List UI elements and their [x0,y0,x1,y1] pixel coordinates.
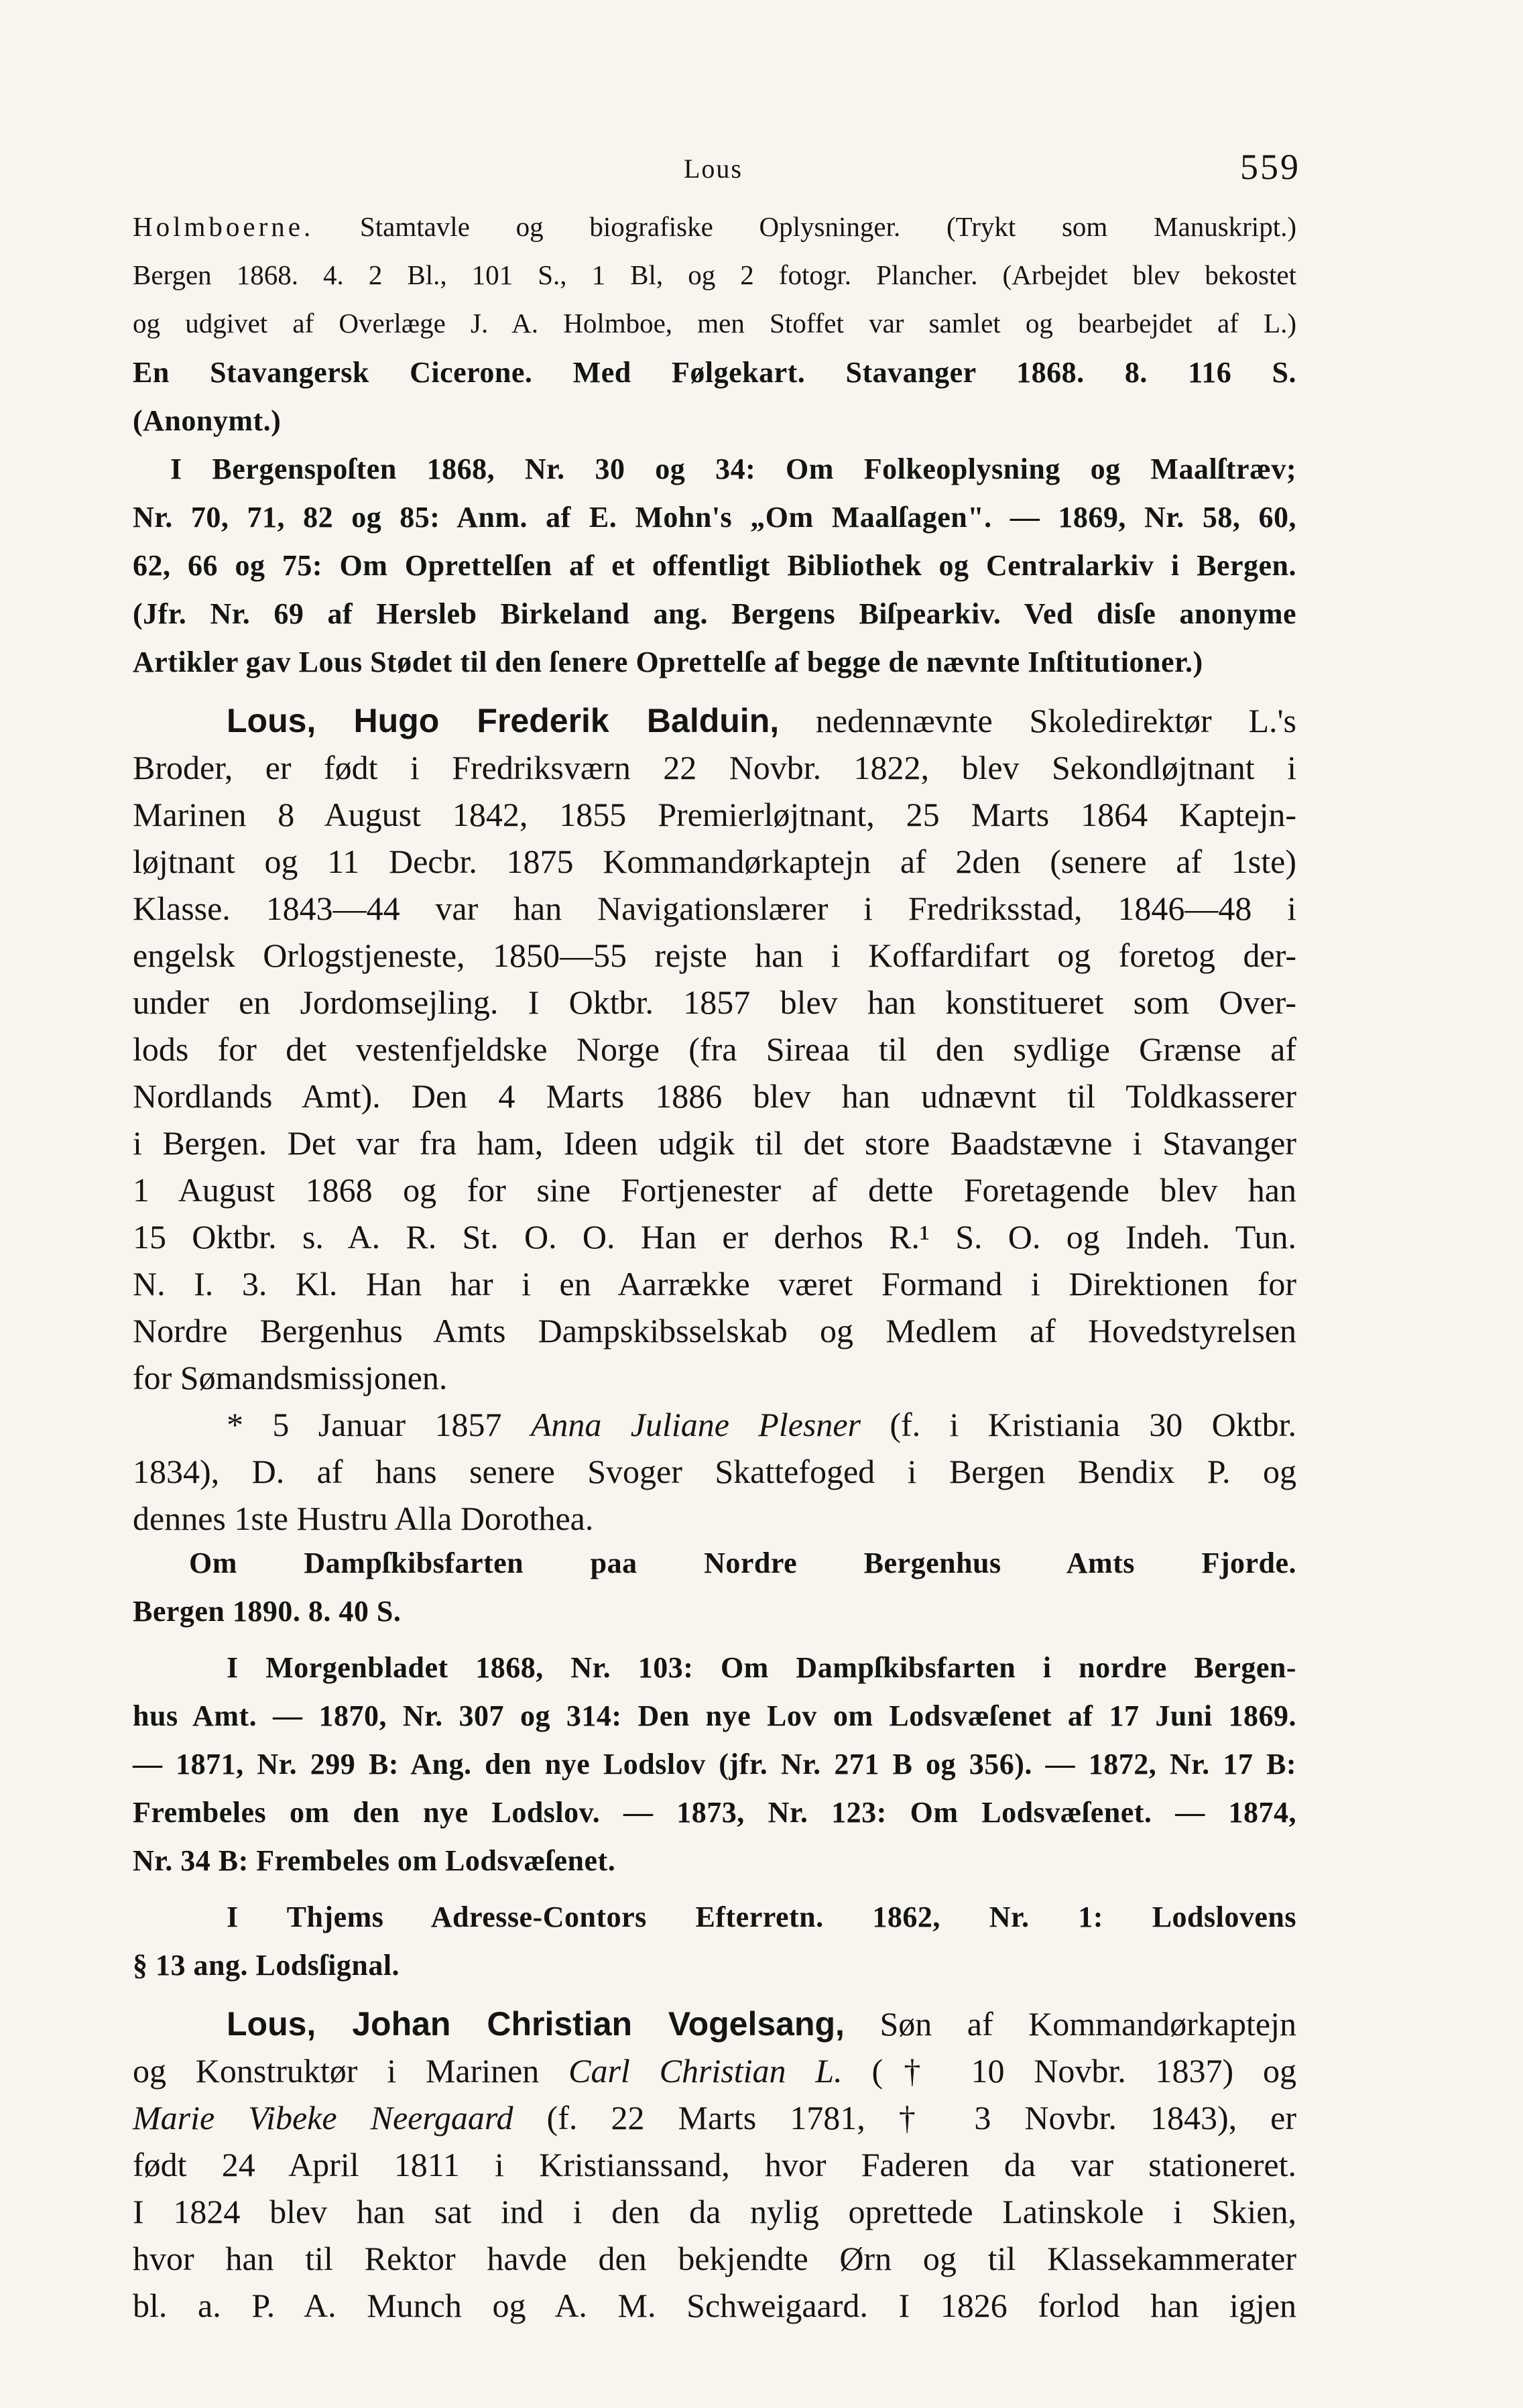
reference-line: hus Amt. — 1870, Nr. 307 og 314: Den nye Lov om Lodsvæſenet af 17 Juni 1869. [133,1699,1296,1732]
reference-block-dampskibsfarten [133,1549,1296,1645]
reference-line: Nr. 34 B: Frembeles om Lodsvæſenet. [133,1844,616,1877]
entry-line: Klasse. 1843—44 var han Navigationslærer i Fredriksstad, 1846—48 i [133,890,1296,927]
entry-line: 1834), D. af hans senere Svoger Skattefoged i Bergen Bendix P. og [133,1453,1296,1490]
reference-line: I Bergenspoſten 1868, Nr. 30 og 34: Om Folkeoplysning og Maalſtræv; [170,453,1296,485]
entry-line: Broder, er født i Fredriksværn 22 Novbr. 1822, blev Sekondløjtnant i [133,749,1296,786]
entry-line: 15 Oktbr. s. A. R. St. O. O. Han er derhos R.¹ S. O. og Indeh. Tun. [133,1218,1296,1256]
reference-block-adresse-contors [133,1903,1296,1999]
reference-line: Bergen 1890. 8. 40 S. [133,1595,402,1628]
reference-block-morgenbladet [133,1653,1296,1894]
entry-line: Marinen 8 August 1842, 1855 Premierløjtnant, 25 Marts 1864 Kaptejn- [133,796,1296,833]
entry-johan-lous [133,2007,1296,2336]
reference-line: I Thjems Adresse-Contors Efterretn. 1862, Nr. 1: Lodslovens [227,1901,1296,1933]
reference-line: Bergen 1868. 4. 2 Bl., 101 S., 1 Bl, og 2 fotogr. Plancher. (Arbejdet blev bekostet [133,259,1296,290]
entry-line: i Bergen. Det var fra ham, Ideen udgik til det store Baadstævne i Stavanger [133,1124,1296,1162]
reference-line: Frembeles om den nye Lodslov. — 1873, Nr. 123: Om Lodsvæſenet. — 1874, [133,1796,1296,1829]
entry-line [133,2101,1296,2148]
father-name: Carl Christian L. [568,2052,843,2090]
entry-line: under en Jordomsejling. I Oktbr. 1857 blev han konstitueret som Over- [133,983,1296,1021]
reference-line: — 1871, Nr. 299 B: Ang. den nye Lodslov (jfr. Nr. 271 B og 356). — 1872, Nr. 17 B: [133,1748,1296,1781]
entry-line: hvor han til Rektor havde den bekjendte Ørn og til Klassekammerater [133,2240,1296,2277]
reference-block-holmboerne [133,213,1296,455]
reference-line [133,213,1296,261]
entry-line: løjtnant og 11 Decbr. 1875 Kommandørkaptejn af 2den (senere af 1ste) [133,843,1296,880]
entry-line: Nordlands Amt). Den 4 Marts 1886 blev han udnævnt til Toldkasserer [133,1077,1296,1115]
reference-line: og udgivet af Overlæge J. A. Holmboe, men Stoffet var samlet og bearbejdet af L.) [133,308,1296,339]
entry-line: for Sømandsmissjonen. [133,1359,448,1396]
entry-text: og Konstruktør i Marinen [133,2052,569,2090]
entry-line [133,2054,1296,2101]
text-column [133,213,1296,2336]
page-header [0,146,1523,200]
entry-line: dennes 1ste Hustru Alla Dorothea. [133,1500,594,1537]
entry-first-line [133,704,1296,751]
mother-name: Marie Vibeke Neergaard [133,2099,513,2136]
reference-line: Artikler gav Lous Stødet til den ſenere Oprettelſe af begge de nævnte Inſtitutioner.) [133,646,1203,678]
entry-line: 1 August 1868 og for sine Fortjenester af dette Foretagende blev han [133,1171,1296,1209]
entry-line: lods for det vestenfjeldske Norge (fra Sireaa til den sydlige Grænse af [133,1030,1296,1068]
reference-line: Nr. 70, 71, 82 og 85: Anm. af E. Mohn's „Om Maalſagen". — 1869, Nr. 58, 60, [133,501,1296,534]
entry-heading: Lous, Hugo Frederik Balduin, [227,702,780,739]
reference-block-bergensposten [133,455,1296,696]
entry-line: født 24 April 1811 i Kristianssand, hvor Faderen da var stationeret. [133,2146,1296,2183]
entry-text: Søn af Kommandørkaptejn [844,2005,1296,2043]
reference-line: § 13 ang. Lodsſignal. [133,1949,400,1982]
entry-line: I 1824 blev han sat ind i den da nylig oprettede Latinskole i Skien, [133,2193,1296,2230]
entry-hugo-lous [133,704,1296,1549]
entry-first-line [133,2007,1296,2054]
reference-line: Om Dampſkibsfarten paa Nordre Bergenhus Amts Fjorde. [189,1547,1296,1579]
spaced-title: Holmboerne. [133,211,314,242]
entry-line: Nordre Bergenhus Amts Dampskibsselskab og Medlem af Hovedstyrelsen [133,1312,1296,1349]
page-number: 559 [1240,147,1300,187]
entry-text: (f. 22 Marts 1781, † 3 Novbr. 1843), er [513,2099,1296,2136]
reference-line: (Jfr. Nr. 69 af Hersleb Birkeland ang. Bergens Biſpearkiv. Ved disſe anonyme [133,597,1296,630]
entry-line: N. I. 3. Kl. Han har i en Aarrække været Formand i Direktionen for [133,1265,1296,1303]
reference-line: (Anonymt.) [133,404,282,437]
entry-line: bl. a. P. A. Munch og A. M. Schweigaard. I 1826 forlod han igjen [133,2287,1296,2324]
entry-text: nedennævnte Skoledirektør L.'s [779,702,1297,739]
spouse-name: Anna Juliane Plesner [530,1406,861,1443]
reference-text: Stamtavle og biografiske Oplysninger. (Trykt som Manuskript.) [314,211,1296,242]
entry-line: engelsk Orlogstjeneste, 1850—55 rejste han i Koffardifart og foretog der- [133,937,1296,974]
marriage-text: * 5 Januar 1857 [227,1406,531,1443]
reference-line: En Stavangersk Cicerone. Med Følgekart. Stavanger 1868. 8. 116 S. [133,356,1296,389]
running-head: Lous [684,154,743,184]
marriage-text: (f. i Kristiania 30 Oktbr. [861,1406,1296,1443]
marriage-line [133,1408,1296,1455]
reference-line: I Morgenbladet 1868, Nr. 103: Om Dampſkibsfarten i nordre Bergen- [227,1651,1296,1684]
entry-text: († 10 Novbr. 1837) og [842,2052,1297,2090]
entry-heading: Lous, Johan Christian Vogelsang, [227,2005,845,2043]
reference-line: 62, 66 og 75: Om Oprettelſen af et offentligt Bibliothek og Centralarkiv i Bergen. [133,549,1296,582]
